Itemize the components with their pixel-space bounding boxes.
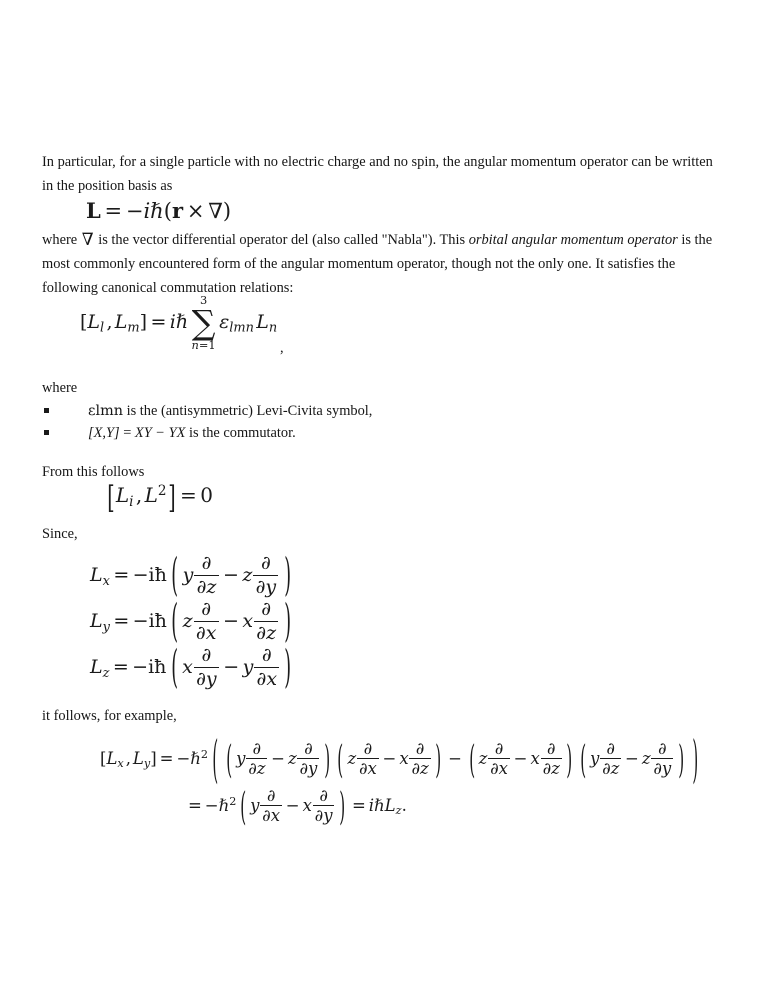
partial-numerator: ∂ [260, 552, 271, 575]
math-symbol-hbar: ℏ [175, 311, 189, 334]
math-minus: − [285, 795, 300, 815]
math-var-1: z [182, 610, 193, 633]
partial-denominator: ∂x [256, 668, 278, 691]
math-equals: = [150, 311, 167, 334]
math-sub-lmn: lmn [229, 320, 254, 336]
sum-glyph: ∑ [191, 302, 216, 342]
partial-derivative-1 [194, 599, 219, 643]
math-paren-open: ( [170, 642, 178, 694]
math-minus: − [625, 748, 639, 768]
math-var-2: y [242, 656, 254, 679]
definition-list [42, 400, 372, 444]
math-symbol-Ly: L [132, 748, 144, 768]
math-equals-2: = [351, 795, 366, 815]
math-comma: , [125, 748, 131, 768]
bullet-square-icon [44, 430, 49, 435]
math-minus: − [204, 795, 219, 815]
equation-commutation-relation [80, 293, 277, 353]
g3-var-a: z [478, 748, 488, 768]
math-paren-open-g4: ( [580, 736, 587, 782]
math-paren-close: ) [339, 783, 346, 829]
math-times: × [186, 199, 205, 223]
commutator-expansion: XY − YX [134, 425, 186, 441]
math-minus: − [223, 564, 239, 587]
partial-derivative-1 [194, 645, 219, 689]
partial-numerator: ∂ [252, 738, 262, 758]
partial-numerator: ∂ [266, 785, 276, 805]
math-paren-open: ( [171, 550, 179, 602]
partial-denominator: ∂y [653, 759, 672, 779]
equation-Lz [90, 642, 296, 694]
math-symbol-Lz: L [384, 795, 396, 815]
equation-LxLy-expansion [100, 730, 702, 789]
math-minus: − [223, 610, 239, 633]
math-symbol-L: L [87, 311, 101, 334]
math-var-2: z [242, 564, 253, 587]
symbol-epsilon-subscript: lmn [95, 403, 123, 419]
math-equals: = [159, 748, 174, 768]
math-minus: − [125, 199, 144, 223]
math-sup-2: 2 [229, 794, 237, 808]
g4-var-a: y [589, 748, 600, 768]
math-bracket-open: [ [107, 477, 115, 516]
g4-partial-a [600, 740, 621, 779]
partial-numerator: ∂ [363, 738, 373, 758]
nabla-icon: ∇ [81, 230, 94, 250]
math-equals: = [113, 610, 130, 633]
partial-denominator: ∂y [299, 759, 318, 779]
math-comma: , [135, 483, 143, 508]
result-var-a: y [250, 795, 260, 815]
partial-numerator: ∂ [201, 598, 212, 621]
paragraph-since: Since, [42, 526, 78, 542]
math-paren-open: ( [163, 199, 172, 223]
equation-angular-momentum-operator [86, 198, 231, 223]
math-sub-l: l [100, 320, 105, 336]
list-item [42, 400, 372, 422]
math-bracket-close: ] [167, 477, 176, 516]
partial-denominator: ∂z [411, 759, 429, 779]
math-paren-close: ) [284, 642, 292, 694]
g3-partial-a [488, 740, 510, 779]
partial-denominator: ∂z [196, 576, 217, 599]
math-symbol-epsilon: ε [219, 311, 230, 334]
math-symbol-L2: L [144, 483, 158, 508]
g4-var-b: z [641, 748, 651, 768]
math-symbol-Lx: L [106, 748, 118, 768]
equation-LxLy-result [185, 783, 407, 829]
math-bracket-close: ] [150, 748, 157, 768]
equation-trailing-comma: , [280, 340, 284, 356]
math-bracket-open: [ [100, 748, 107, 768]
math-symbol-hbar-2: ℏ [374, 795, 385, 815]
equation-Ly [90, 596, 295, 648]
where-nabla-post: is the vector differential operator del (also called "Nabla"). This [94, 232, 469, 248]
partial-denominator: ∂x [490, 759, 508, 779]
where-nabla-tail: is the most commonly encountered form of the angular momentum operator, though not the only one. It satisfies the following canonical commutation relations: [42, 232, 713, 296]
math-outer-paren-open: ( [212, 730, 219, 789]
partial-denominator: ∂x [195, 622, 217, 645]
partial-numerator: ∂ [319, 785, 328, 805]
math-symbol-nabla: ∇ [208, 199, 223, 223]
partial-denominator: ∂z [542, 759, 560, 779]
math-paren-open-g2: ( [337, 736, 344, 782]
list-item [42, 422, 372, 444]
partial-denominator: ∂y [314, 806, 333, 826]
partial-derivative-2 [254, 645, 279, 689]
math-symbol-L2: L [114, 311, 128, 334]
math-paren-open: ( [171, 596, 179, 648]
math-minus-middle: − [448, 748, 462, 768]
partial-denominator: ∂z [248, 759, 266, 779]
math-equals: = [112, 656, 129, 679]
partial-denominator: ∂y [255, 576, 277, 599]
partial-numerator: ∂ [415, 738, 425, 758]
g3-partial-b [541, 740, 562, 779]
partial-numerator: ∂ [546, 738, 556, 758]
paragraph-where: where [42, 380, 78, 396]
math-symbol-r-bold: r [171, 198, 184, 223]
math-paren-close-g2: ) [435, 736, 442, 782]
math-symbol-i: i [143, 199, 151, 223]
paragraph-where-nabla [42, 228, 724, 300]
where-nabla-pre: where [42, 232, 81, 248]
math-sub-m: m [127, 320, 140, 336]
partial-denominator: ∂z [256, 622, 277, 645]
math-var-1: y [182, 564, 194, 587]
partial-denominator: ∂y [196, 668, 217, 691]
math-equals: = [179, 483, 197, 508]
math-symbol-i: i [368, 795, 375, 815]
math-equals: = [104, 199, 123, 223]
math-prefactor: −iħ [132, 610, 167, 633]
g3-var-b: x [530, 748, 540, 768]
paragraph-from-this-follows: From this follows [42, 464, 145, 480]
math-minus: − [382, 748, 397, 768]
g2-var-b: x [399, 748, 409, 768]
partial-numerator: ∂ [261, 644, 272, 667]
math-prefactor: −iħ [132, 656, 167, 679]
g2-var-a: z [347, 748, 357, 768]
math-paren-close: ) [283, 550, 291, 602]
math-equals: = [187, 795, 202, 815]
math-sub-y: y [143, 756, 151, 770]
math-bracket-open: [ [80, 311, 88, 334]
term-orbital-angular-momentum-operator: orbital angular momentum operator [468, 232, 678, 248]
math-minus: − [176, 748, 191, 768]
g2-partial-b [409, 740, 430, 779]
g1-var-b: z [287, 748, 297, 768]
math-var-2: x [242, 610, 254, 633]
math-symbol-hbar: ℏ [190, 748, 201, 768]
math-symbol-hbar: ℏ [218, 795, 230, 815]
math-sub-i: i [129, 493, 134, 510]
result-partial-b [313, 787, 335, 826]
math-period: . [401, 795, 407, 815]
math-paren-open-g3: ( [468, 736, 475, 782]
math-paren-close-g1: ) [323, 736, 330, 782]
math-comma: , [106, 311, 113, 334]
g1-var-a: y [236, 748, 246, 768]
math-minus: − [513, 748, 528, 768]
math-sub-x: x [102, 573, 110, 589]
math-var-1: x [182, 656, 193, 679]
math-sup-2: 2 [200, 747, 209, 761]
partial-numerator: ∂ [201, 552, 212, 575]
sum-lower-val: =1 [198, 338, 216, 353]
math-symbol-L: L [90, 656, 103, 679]
math-prefactor: −iħ [132, 564, 167, 587]
math-paren-close: ) [222, 199, 232, 223]
math-sup-2: 2 [157, 483, 167, 499]
symbol-commutator: [X,Y] [88, 425, 120, 441]
math-paren-open: ( [240, 783, 247, 829]
g1-partial-a [246, 740, 267, 779]
equation-Lx [90, 550, 295, 602]
partial-derivative-2 [253, 553, 278, 597]
sum-upper-limit: 3 [199, 292, 208, 307]
list-item-text: is the (antisymmetric) Levi-Civita symbol, [123, 403, 373, 419]
partial-derivative-1 [194, 553, 218, 597]
commutator-equals: = [119, 425, 135, 441]
sum-lower-limit [192, 338, 216, 352]
result-partial-a [260, 787, 282, 826]
partial-numerator: ∂ [606, 738, 615, 758]
math-symbol-i: i [169, 311, 176, 334]
math-symbol-L: L [115, 483, 130, 508]
math-result-zero: 0 [200, 483, 214, 508]
list-item-text: is the commutator. [185, 425, 296, 441]
g4-partial-b [651, 740, 673, 779]
partial-numerator: ∂ [657, 738, 667, 758]
math-symbol-L-bold: L [86, 198, 101, 223]
partial-numerator: ∂ [304, 738, 313, 758]
partial-derivative-2 [254, 599, 278, 643]
math-sub-n: n [268, 320, 278, 336]
math-paren-open-g1: ( [226, 736, 233, 782]
g1-partial-b [297, 740, 319, 779]
math-symbol-hbar: ℏ [150, 199, 164, 223]
partial-denominator: ∂x [262, 806, 281, 826]
sum-lower-var: n [191, 338, 199, 353]
math-bracket-close: ] [139, 311, 148, 334]
partial-denominator: ∂x [358, 759, 377, 779]
g2-partial-a [357, 740, 379, 779]
math-equals: = [113, 564, 130, 587]
math-paren-close-g4: ) [677, 736, 684, 782]
math-minus: − [223, 656, 240, 679]
math-paren-close: ) [283, 596, 291, 648]
math-sub-z: z [102, 665, 110, 681]
paragraph-it-follows: it follows, for example, [42, 708, 177, 724]
math-paren-close-g3: ) [566, 736, 573, 782]
math-symbol-L: L [90, 610, 103, 633]
paragraph-intro: In particular, for a single particle with no electric charge and no spin, the angular momentum operator can be written in the position basis as [42, 154, 713, 194]
equation-casimir-commutes [106, 477, 214, 516]
partial-numerator: ∂ [201, 644, 212, 667]
partial-denominator: ∂z [602, 759, 620, 779]
math-sub-x: x [117, 756, 124, 770]
partial-numerator: ∂ [494, 738, 504, 758]
math-outer-paren-close: ) [691, 730, 698, 789]
summation-operator [192, 293, 216, 353]
bullet-square-icon [44, 408, 49, 413]
math-symbol-L3: L [256, 311, 269, 334]
math-symbol-L: L [90, 564, 103, 587]
partial-numerator: ∂ [261, 598, 272, 621]
math-sub-y: y [102, 619, 110, 635]
symbol-epsilon: ε [88, 403, 96, 419]
result-var-b: x [302, 795, 312, 815]
math-minus: − [271, 748, 285, 768]
math-sub-z: z [395, 803, 402, 817]
